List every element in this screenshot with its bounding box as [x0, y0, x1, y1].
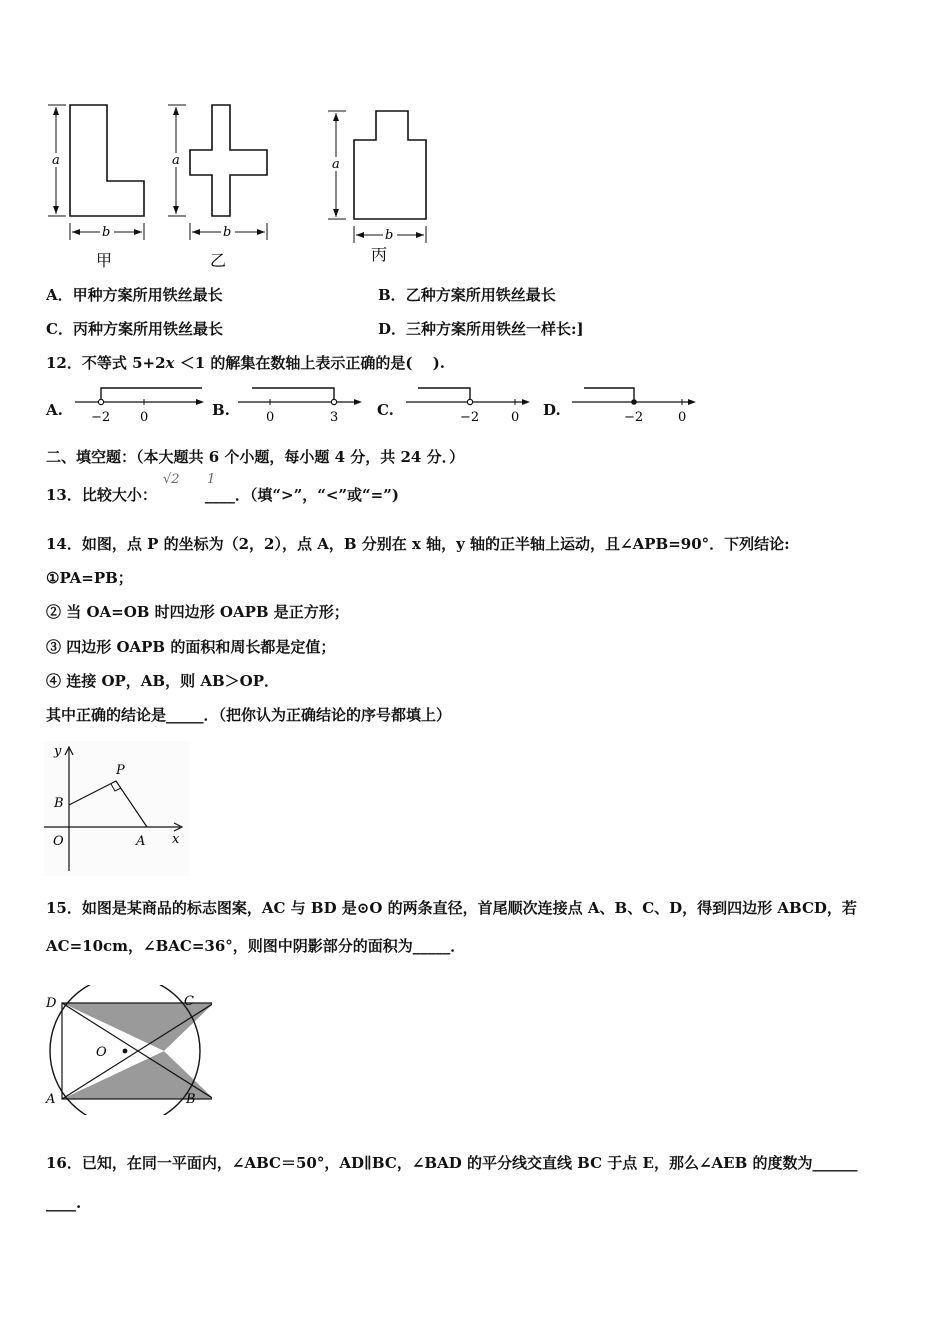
- q16-line-2: ____.: [46, 1194, 82, 1212]
- tick-d-1: −2: [624, 410, 644, 425]
- q14-label-y: y: [54, 744, 62, 759]
- q11-option-d: D．三种方案所用铁丝一样长:]: [378, 320, 584, 338]
- q15-label-o: O: [96, 1045, 107, 1060]
- tick-c-2: 0: [511, 410, 520, 425]
- q12-stem: 12．不等式 5+2x ＜1 的解集在数轴上表示正确的是( ).: [46, 354, 446, 372]
- q14-stem: 14．如图，点 P 的坐标为（2，2），点 A，B 分别在 x 轴，y 轴的正半轴上运动，且∠APB=90°．下列结论:: [46, 535, 790, 553]
- q12-option-a-letter: A.: [46, 401, 63, 419]
- q15-label-b: B: [186, 1092, 196, 1107]
- q12-numberline-d: [570, 382, 705, 428]
- tick-d-2: 0: [678, 410, 687, 425]
- q14-label-a: A: [136, 834, 146, 849]
- dim-b-label-3: b: [385, 228, 394, 243]
- q13-stem: 13．比较大小： ____．（填“>”，“<”或“=”): [46, 486, 399, 504]
- q12-option-d-letter: D.: [543, 401, 561, 419]
- dim-b-label-2: b: [223, 225, 232, 240]
- q12-option-b-letter: B.: [212, 401, 230, 419]
- dim-a-label-1: a: [52, 153, 60, 168]
- q15-label-d: D: [46, 996, 57, 1011]
- q15-line-2: AC=10cm，∠BAC=36°，则图中阴影部分的面积为_____．: [46, 937, 466, 955]
- shape-bing: [354, 111, 426, 219]
- q12-numberline-b: [236, 382, 371, 428]
- dim-b-label-1: b: [102, 225, 111, 240]
- q12-option-c-letter: C.: [377, 401, 394, 419]
- q14-label-x: x: [172, 832, 180, 847]
- q13-left-expr: √2: [163, 472, 180, 487]
- shape-jia: [70, 105, 144, 216]
- q14-label-p: P: [116, 763, 125, 778]
- shape-yi: [190, 105, 267, 216]
- q16-line-1: 16．已知，在同一平面内，∠ABC＝50°，AD∥BC，∠BAD 的平分线交直线 BC 于点 E，那么∠AEB 的度数为______: [46, 1154, 858, 1172]
- tick-b-2: 3: [330, 410, 339, 425]
- q13-right-expr: 1: [207, 472, 216, 487]
- q15-figure: [42, 985, 212, 1115]
- q11-option-a: A．甲种方案所用铁丝最长: [46, 286, 223, 304]
- tick-c-1: −2: [460, 410, 480, 425]
- q14-ask: 其中正确的结论是_____．（把你认为正确结论的序号都填上）: [46, 706, 452, 724]
- shape-label-bing: 丙: [371, 245, 388, 264]
- shape-label-jia: 甲: [96, 251, 113, 270]
- q12-numberline-a: [70, 382, 210, 428]
- q11-option-b: B．乙种方案所用铁丝最长: [378, 286, 556, 304]
- q14-item-3: ③ 四边形 OAPB 的面积和周长都是定值；: [46, 638, 336, 656]
- q12-numberline-c: [404, 382, 539, 428]
- q15-line-1: 15．如图是某商品的标志图案，AC 与 BD 是⊙O 的两条直径，首尾顺次连接点 A、B、C、D，得到四边形 ABCD，若: [46, 899, 857, 917]
- q14-item-1: ①PA=PB；: [46, 569, 133, 587]
- q11-option-c: C．丙种方案所用铁丝最长: [46, 320, 223, 338]
- q11-figure: [40, 95, 460, 275]
- q14-label-b: B: [54, 796, 64, 811]
- tick-a-1: −2: [91, 410, 111, 425]
- section-2-heading: 二、填空题：（本大题共 6 个小题，每小题 4 分，共 24 分．）: [46, 448, 465, 466]
- q14-label-o: O: [53, 834, 64, 849]
- dim-a-label-2: a: [172, 153, 180, 168]
- q15-label-a: A: [46, 1092, 56, 1107]
- q14-item-4: ④ 连接 OP，AB，则 AB＞OP．: [46, 672, 279, 690]
- dim-a-label-3: a: [332, 157, 340, 172]
- q15-label-c: C: [184, 994, 194, 1009]
- shape-label-yi: 乙: [210, 251, 227, 270]
- q14-item-2: ② 当 OA=OB 时四边形 OAPB 是正方形；: [46, 603, 349, 621]
- tick-b-1: 0: [266, 410, 275, 425]
- tick-a-2: 0: [140, 410, 149, 425]
- q14-figure: [44, 741, 189, 876]
